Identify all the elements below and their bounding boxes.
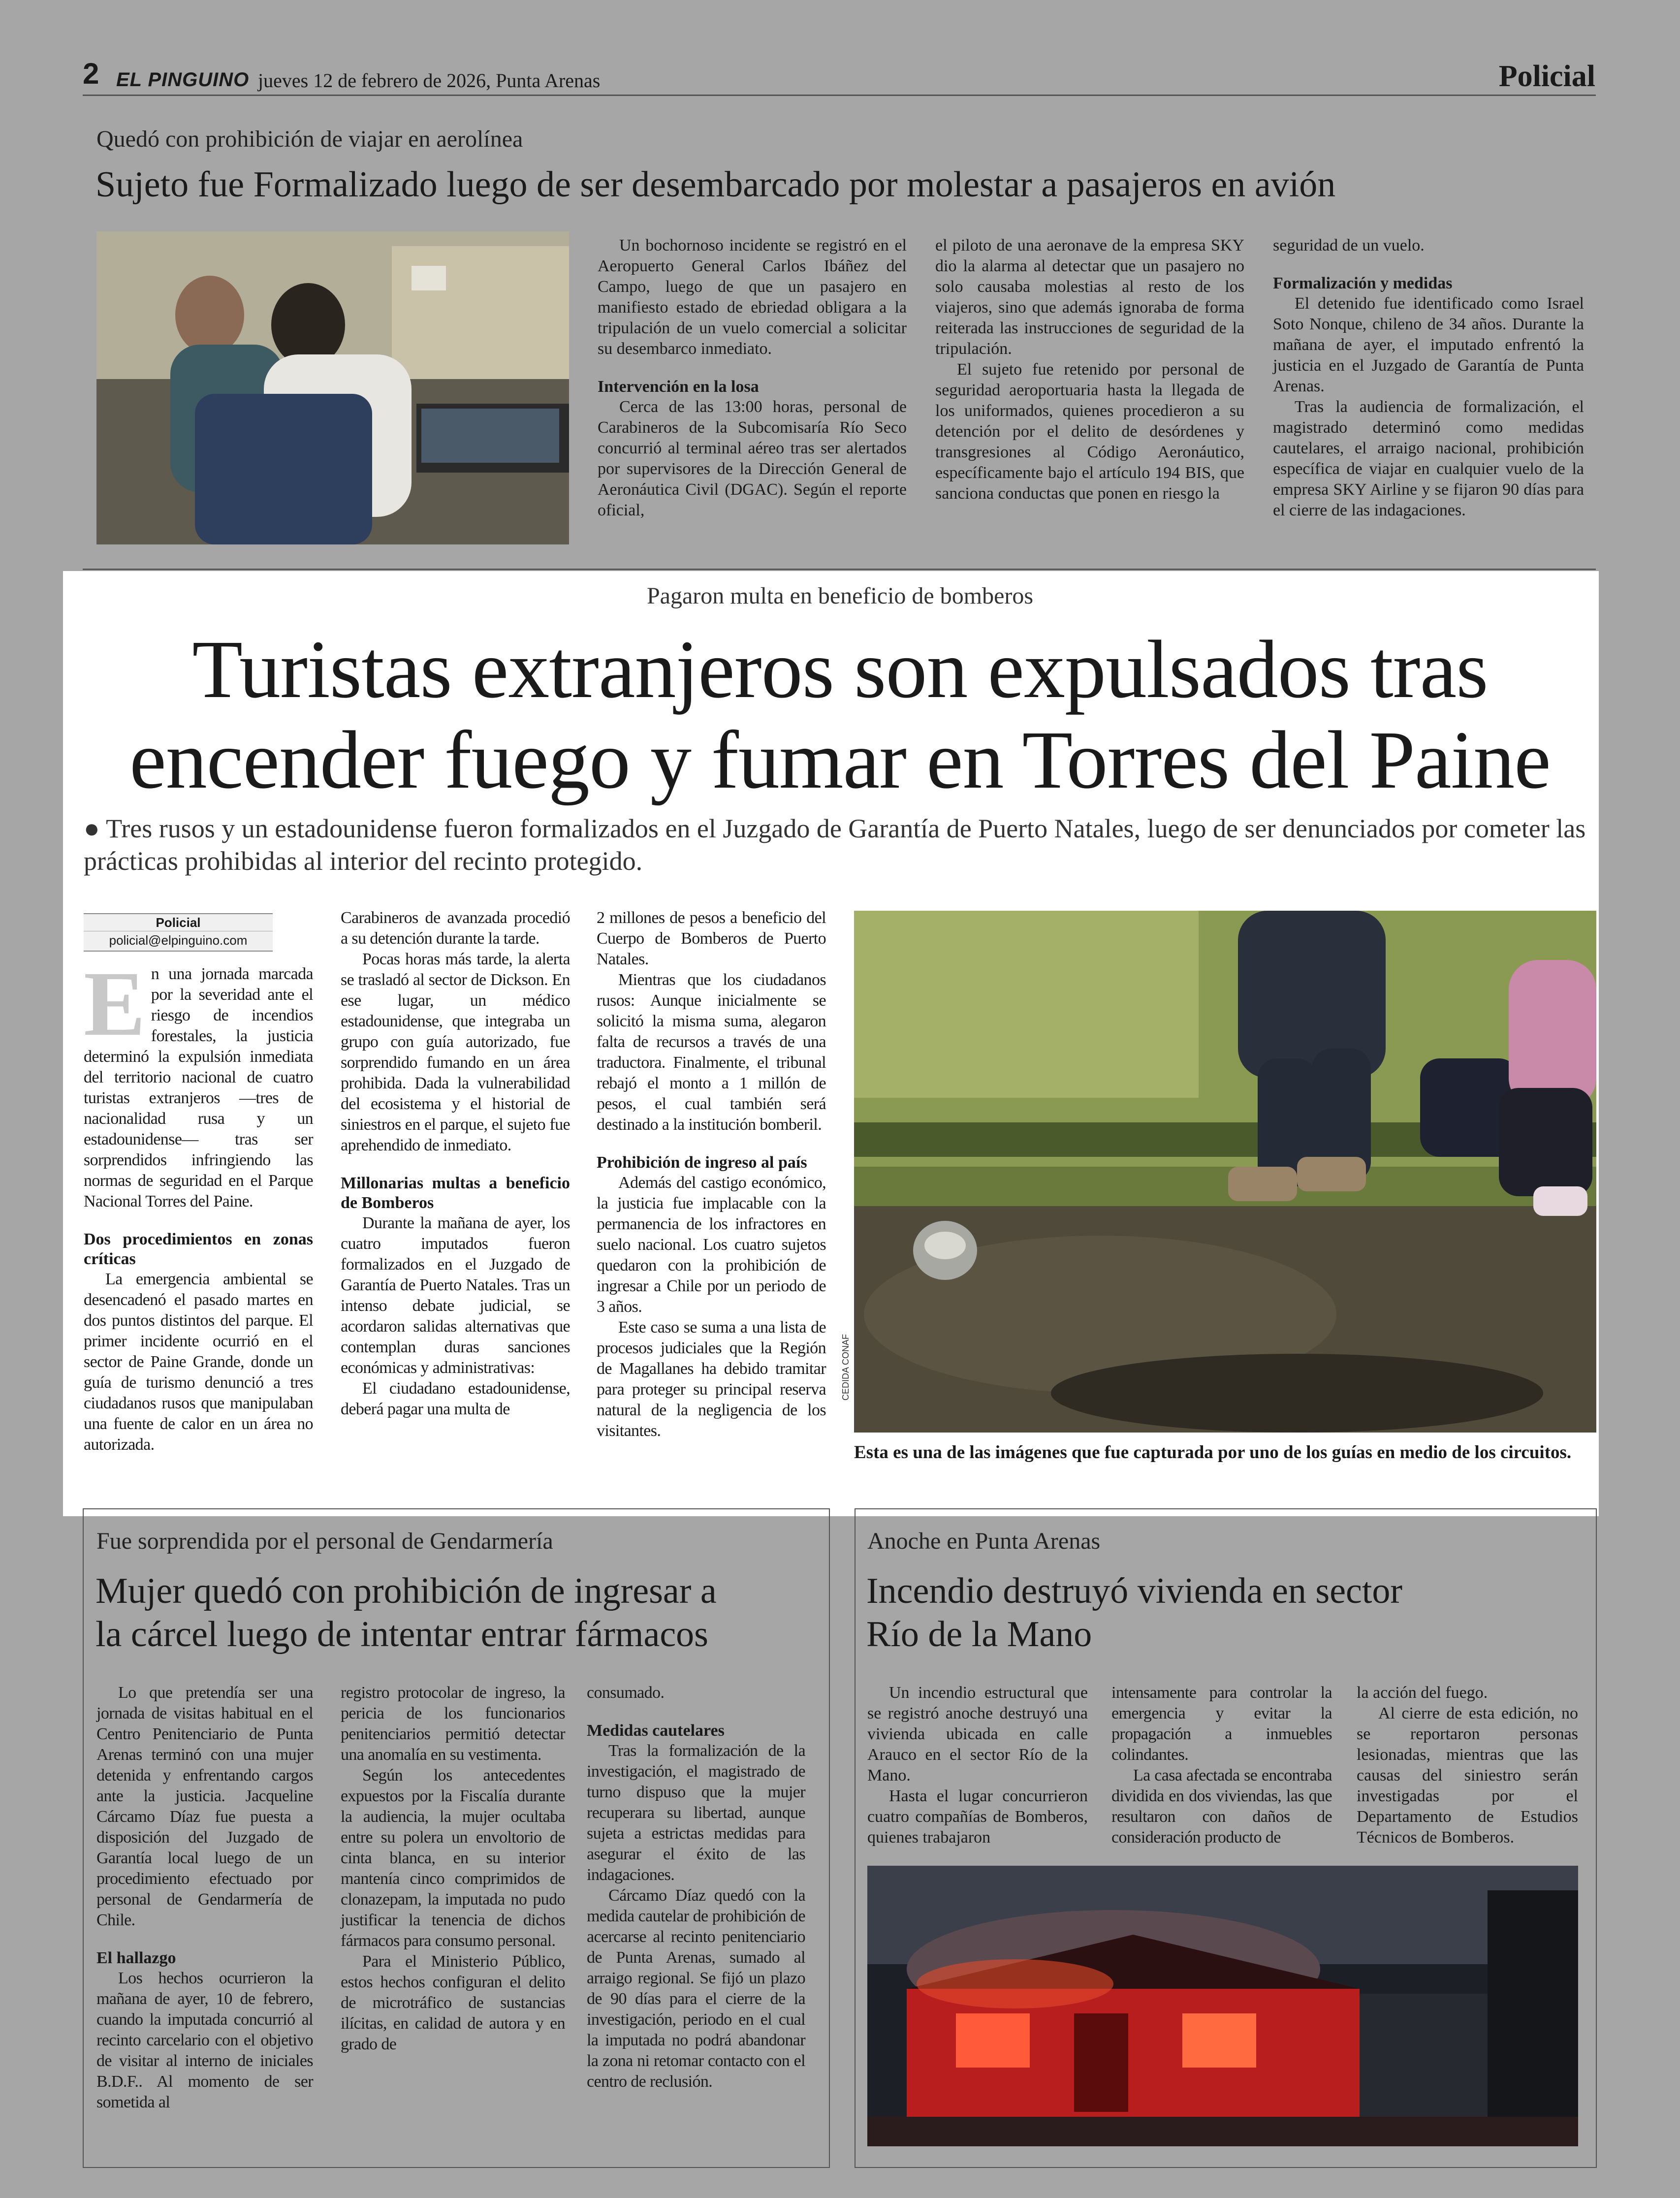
subhead: Prohibición de ingreso al país [597, 1153, 807, 1172]
paragraph: El detenido fue identificado como Israel Soto Nonque, chileno de 34 años. Durante la mañana de ayer, el imputado enfrentó la justicia en el Juzgado de Garantía de Punta Arenas. [1273, 294, 1584, 395]
dateline: jueves 12 de febrero de 2026, Punta Arenas [258, 69, 601, 92]
story1-kicker: Quedó con prohibición de viajar en aerolínea [96, 126, 523, 152]
courtroom-image [96, 231, 569, 544]
story4-column-3 [1357, 1683, 1578, 1848]
tourists-image [854, 911, 1596, 1433]
subhead: Dos procedimientos en zonas críticas [84, 1230, 313, 1268]
story1-column-3 [1273, 235, 1584, 521]
story3-kicker: Fue sorprendida por el personal de Gendarmería [96, 1528, 553, 1554]
paragraph: Los hechos ocurrieron la mañana de ayer, 10 de febrero, cuando la imputada concurrió al recinto carcelario con el objetivo de visitar al interno de iniciales B.D.F.. Al momento de ser sometida al [96, 1969, 313, 2111]
headline-line: encender fuego y fumar en Torres del Paine [129, 714, 1551, 806]
paragraph: Cerca de las 13:00 horas, personal de Carabineros de la Subcomisaría Río Seco concurrió al terminal aéreo tras ser alertados por supervisores de la Dirección General de Aeronáutica Civil (DGAC). Según el reporte oficial, [598, 398, 907, 519]
story2-photo-caption: Esta es una de las imágenes que fue capturada por uno de los guías en medio de los circuitos. [854, 1442, 1572, 1463]
house-fire-image [867, 1866, 1578, 2146]
byline-email: policial@elpinguino.com [84, 931, 273, 949]
photo-credit: CEDIDA CONAF [841, 1334, 851, 1401]
story2-column-1 [84, 952, 313, 1455]
paragraph: La casa afectada se encontraba dividida en dos viviendas, las que resultaron con daños de consideración producto de [1111, 1766, 1332, 1847]
page-number: 2 [83, 57, 99, 90]
subhead: Millonarias multas a beneficio de Bomberos [341, 1174, 570, 1212]
byline-section: Policial [156, 915, 201, 930]
paragraph: El ciudadano estadounidense, deberá pagar una multa de [341, 1379, 570, 1418]
paragraph: Un bochornoso incidente se registró en el Aeropuerto General Carlos Ibáñez del Campo, luego de que un pasajero en manifiesto estado de ebriedad obligara a la tripulación de un vuelo comercial a solicitar su desembarco inmediato. [598, 236, 907, 358]
paragraph: Según los antecedentes expuestos por la Fiscalía durante la audiencia, la mujer ocultaba entre su polera un envoltorio de cinta blanca, en su interior mantenía cinco comprimidos de clonazepam, la imputada no pudo justificar la tenencia de dichos fármacos para consumo personal. [341, 1766, 565, 1950]
deck-text: Tres rusos y un estadounidense fueron formalizados en el Juzgado de Garantía de Puerto Natales, luego de ser denunciados por cometer las prácticas prohibidas al interior del recinto protegido. [84, 814, 1586, 876]
story4-column-1 [867, 1683, 1088, 1848]
subhead: El hallazgo [96, 1949, 176, 1967]
section-label: Policial [1498, 60, 1595, 93]
story4-kicker: Anoche en Punta Arenas [867, 1528, 1101, 1554]
paragraph: El sujeto fue retenido por personal de seguridad aeroportuaria hasta la llegada de los uniformados, quienes procedieron a su detención por el delito de desórdenes y transgresiones al Código Aeronáutico, específicamente bajo el artículo 194 BIS, que sanciona conductas que ponen en riesgo la [935, 360, 1244, 503]
subhead: Intervención en la losa [598, 378, 759, 396]
paragraph: intensamente para controlar la emergencia y evitar la propagación a inmuebles colindantes. [1111, 1684, 1332, 1764]
masthead-logo: EL PINGUINO [116, 69, 250, 91]
story2-kicker: Pagaron multa en beneficio de bomberos [646, 583, 1034, 609]
story3-headline [95, 1569, 717, 1656]
header-rule [83, 95, 1596, 96]
paragraph: seguridad de un vuelo. [1273, 236, 1425, 255]
headline-line: Incendio destruyó vivienda en sector [866, 1571, 1403, 1611]
paragraph: Lo que pretendía ser una jornada de visitas habitual en el Centro Penitenciario de Punta Arenas terminó con una mujer detenida y enfrentando cargos ante la justicia. Jacqueline Cárcamo Díaz fue puesta a disposición del Juzgado de Garantía local luego de un procedimiento efectuado por personal de Gendarmería de Chile. [96, 1684, 313, 1929]
paragraph: consumado. [587, 1684, 665, 1702]
lead-text: n una jornada marcada por la severidad ante el riesgo de incendios forestales, la justicia determinó la expulsión inmediata del territorio nacional de cuatro turistas extranjeros —tres de nacionalidad rusa y un estadounidense— tras ser sorprendidos infringiendo las normas de seguridad en el Parque Nacional Torres del Paine. [84, 965, 313, 1210]
paragraph: La emergencia ambiental se desencadenó el pasado martes en dos puntos distintos del parque. El primer incidente ocurrió en el sector de Paine Grande, donde un guía de turismo denunció a tres ciudadanos rusos que manipulaban una fuente de calor en un área no autorizada. [84, 1270, 313, 1454]
paragraph: el piloto de una aeronave de la empresa SKY dio la alarma al detectar que un pasajero no solo causaba molestias al resto de los viajeros, sino que además ignoraba de forma reiterada las instrucciones de seguridad de la tripulación. [935, 236, 1244, 358]
story1-column-2 [935, 235, 1244, 504]
story3-column-2 [341, 1683, 565, 2055]
paragraph: Pocas horas más tarde, la alerta se trasladó al sector de Dickson. En ese lugar, un médico estadounidense, que integraba un grupo con guía autorizado, fue sorprendido fumando en un área prohibida. Dada la vulnerabilidad del ecosistema y el historial de siniestros en el parque, el sujeto fue aprehendido de inmediato. [341, 950, 570, 1154]
paragraph: Un incendio estructural que se registró anoche destruyó una vivienda ubicada en calle Arauco en el sector Río de la Mano. [867, 1684, 1088, 1784]
headline-line: Turistas extranjeros son expulsados tras [192, 624, 1488, 715]
paragraph: la acción del fuego. [1357, 1684, 1488, 1702]
story2-column-2 [341, 908, 570, 1420]
paragraph: Para el Ministerio Público, estos hechos configuran el delito de microtráfico de sustancias ilícitas, en calidad de autora y en grado de [341, 1952, 565, 2053]
story1-column-1 [598, 235, 907, 521]
paragraph: Cárcamo Díaz quedó con la medida cautelar de prohibición de acercarse al recinto penitenciario de Punta Arenas, sumado al arraigo regional. Se fijó un plazo de 90 días para el cierre de la investigación, periodo en el cual la imputada no podrá abandonar la zona ni retomar contacto con el centro de reclusión. [587, 1886, 805, 2091]
story2-column-3 [597, 908, 826, 1441]
story3-column-3 [587, 1683, 805, 2092]
paragraph: Tras la formalización de la investigación, el magistrado de turno dispuso que la mujer recuperara su libertad, aunque sujeta a estrictas medidas para asegurar el éxito de las indagaciones. [587, 1742, 805, 1884]
story4-headline [866, 1569, 1402, 1656]
paragraph: Mientras que los ciudadanos rusos: Aunque inicialmente se solicitó la misma suma, alegaron falta de recursos a través de una traductora. Finalmente, el tribunal rebajó el monto a 1 millón de pesos, el cual también será destinado a la institución bomberil. [597, 971, 826, 1134]
paragraph [84, 952, 313, 1212]
story4-fire-photo [867, 1866, 1578, 2146]
story2-tourists-photo [854, 911, 1596, 1433]
byline-box [84, 913, 273, 952]
story3-column-1 [96, 1683, 313, 2113]
drop-cap: E [84, 952, 145, 1055]
story4-column-2 [1111, 1683, 1332, 1848]
story2-deck [84, 812, 1597, 877]
headline-line: la cárcel luego de intentar entrar fármacos [95, 1614, 708, 1655]
paragraph: Durante la mañana de ayer, los cuatro imputados fueron formalizados en el Juzgado de Garantía de Puerto Natales. Tras un intenso debate judicial, se acordaron salidas alternativas que contemplan duras sanciones económicas y administrativas: [341, 1214, 570, 1377]
paragraph: Carabineros de avanzada procedió a su detención durante la tarde. [341, 909, 570, 948]
bullet-icon: ● [84, 814, 100, 843]
subhead: Formalización y medidas [1273, 274, 1453, 292]
story1-courtroom-photo [96, 231, 569, 544]
subhead: Medidas cautelares [587, 1721, 725, 1740]
paragraph: Este caso se suma a una lista de procesos judiciales que la Región de Magallanes ha debido tramitar para proteger su principal reserva natural de la negligencia de los visitantes. [597, 1318, 826, 1440]
story1-headline: Sujeto fue Formalizado luego de ser desembarcado por molestar a pasajeros en avión [95, 164, 1336, 205]
paragraph: Hasta el lugar concurrieron cuatro compañías de Bomberos, quienes trabajaron [867, 1787, 1088, 1847]
section-divider [83, 569, 1596, 570]
headline-line: Mujer quedó con prohibición de ingresar a [95, 1571, 717, 1611]
headline-line: Río de la Mano [866, 1614, 1092, 1655]
paragraph: 2 millones de pesos a beneficio del Cuerpo de Bomberos de Puerto Natales. [597, 909, 826, 968]
paragraph: Tras la audiencia de formalización, el magistrado determinó como medidas cautelares, el arraigo nacional, prohibición específica de viajar en cualquier vuelo de la empresa SKY Airline y se fijaron 90 días para el cierre de las indagaciones. [1273, 398, 1584, 519]
paragraph: registro protocolar de ingreso, la pericia de los funcionarios penitenciarios permitió detectar una anomalía en su vestimenta. [341, 1684, 565, 1764]
paragraph: Además del castigo económico, la justicia fue implacable con la permanencia de los infractores en suelo nacional. Los cuatro sujetos quedaron con la prohibición de ingresar a Chile por un periodo de 3 años. [597, 1174, 826, 1316]
story2-headline [0, 624, 1680, 805]
paragraph: Al cierre de esta edición, no se reportaron personas lesionadas, mientras que las causas del siniestro serán investigadas por el Departamento de Estudios Técnicos de Bomberos. [1357, 1704, 1578, 1847]
